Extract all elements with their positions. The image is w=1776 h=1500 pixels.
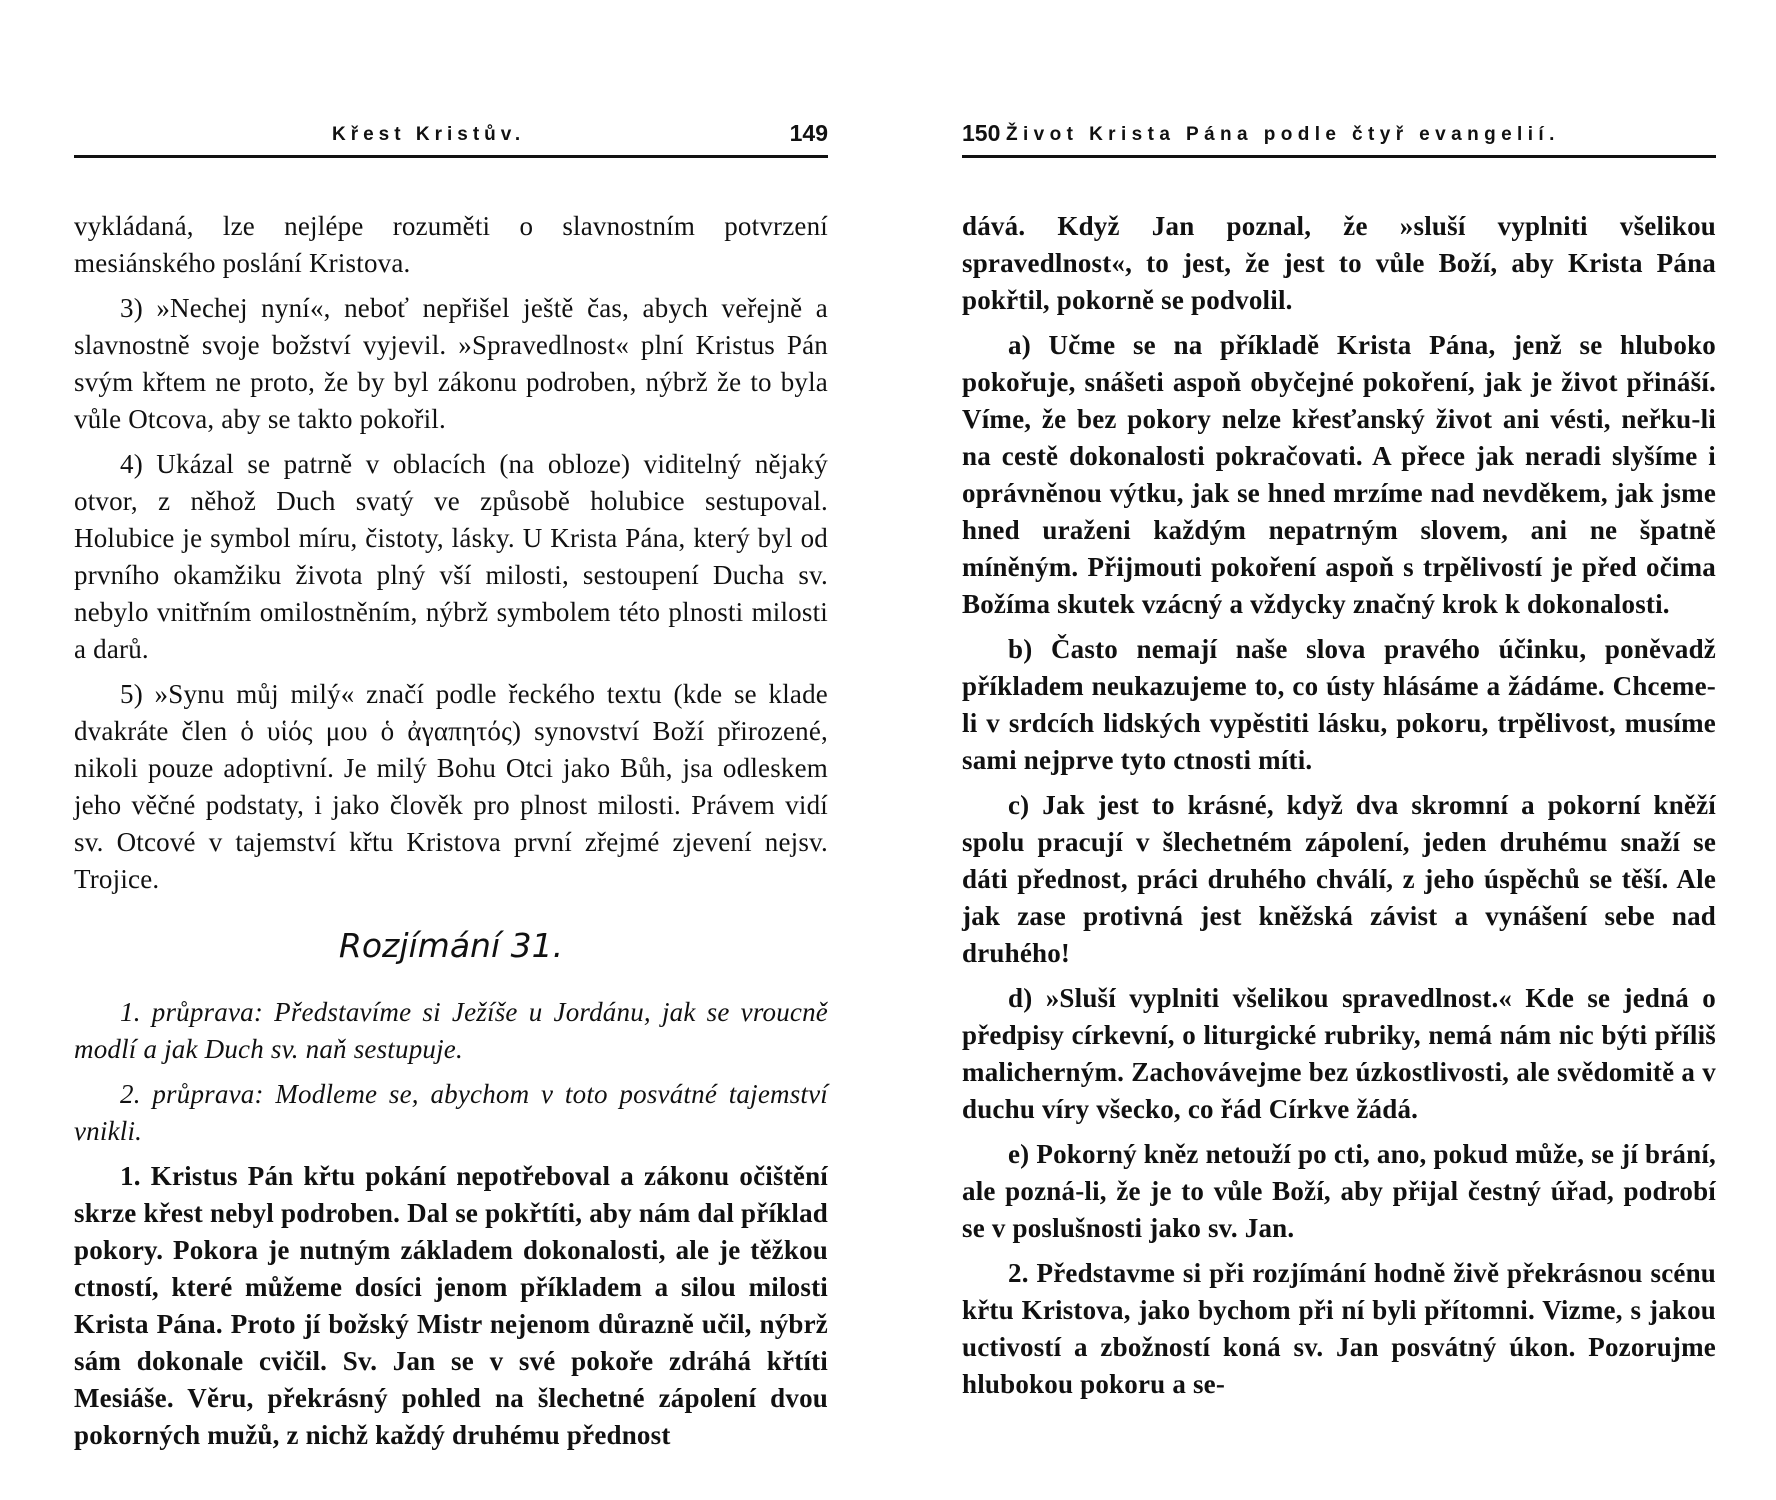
right-header-rule [962,155,1716,158]
left-header-rule [74,155,828,158]
left-paragraph-3: 3) »Nechej nyní«, neboť nepřišel ještě čas, abych veřejně a slavnostně svoje božství vyjevil. »Spravedlnost« plní Kristus Pán svým křtem ne proto, že by byl zákonu podroben, nýbrž že to byla vůle Otcova, aby se takto pokořil. [74,293,828,434]
right-running-head [962,120,1716,154]
right-paragraph-e: e) Pokorný kněz netouží po cti, ano, pokud může, se jí brání, ale pozná-li, že je to vůle Boží, aby přijal čestný úřad, podrobí se v poslušnosti jako sv. Jan. [962,1139,1716,1243]
preparation-2: 2. průprava: Modleme se, abychom v toto posvátné tajemství vnikli. [74,1079,828,1146]
meditation-heading: Rozjímání 31. [338,926,564,965]
right-paragraph-c: c) Jak jest to krásné, když dva skromní a pokorní kněží spolu pracují v šlechetném zápolení, jeden druhému snaží se dáti přednost, práci druhého chválí, z jeho úspěchů se těší. Ale jak zase protivná jest kněžská závist a vynášení sebe nad druhého! [962,790,1716,968]
right-paragraph-a: a) Učme se na příkladě Krista Pána, jenž se hluboko pokořuje, snášeti aspoň obyčejné pokoření, jak je život přináší. Víme, že bez pokory nelze křesťanský život ani vésti, neřku-li na cestě dokonalosti pokračovati. A přece jak neradi slyšíme i oprávněnou výtku, jak se hned mrzíme nad nevděkem, jak jsme hned uraženi každým nepatrným slovem, ani ne špatně míněným. Přijmouti pokoření aspoň s trpělivostí je před očima Božíma skutek vzácný a vždycky značný krok k dokonalosti. [962,330,1716,619]
right-paragraph-d: d) »Sluší vyplniti všelikou spravedlnost.« Kde se jedná o předpisy církevní, o liturgické rubriky, nemá nám nic býti příliš malicherným. Zachovávejme bez úzkostlivosti, ale svědomitě a v duchu víry všecko, co řád Církve žádá. [962,983,1716,1124]
right-running-head-title: Život Krista Pána podle čtyř evangelií. [1006,124,1560,145]
left-page [74,0,828,1500]
meditation-point-1: 1. Kristus Pán křtu pokání nepotřeboval a zákonu očištění skrze křest nebyl podroben. Dal se pokřtíti, aby nám dal příklad pokory. Pokora je nutným základem dokonalosti, ale je těžkou ctností, které můžeme dosíci jenom příkladem a silou milosti Krista Pána. Proto jí božský Mistr nejenom důrazně učil, nýbrž sám dokonale cvičil. Sv. Jan se v své pokoře zdráhá křtíti Mesiáše. Věru, překrásný pohled na šlechetné zápolení dvou pokorných mužů, z nichž každý druhému přednost [74,1161,828,1450]
left-paragraph-5: 5) »Synu můj milý« značí podle řeckého textu (kde se klade dvakráte člen ὁ υἱός μου ὁ ἀγαπητός) synovství Boží přirozené, nikoli pouze adoptivní. Je milý Bohu Otci jako Bůh, jsa odleskem jeho věčné podstaty, i jako člověk pro plnost milosti. Právem vidí sv. Otcové v tajemství křtu Kristova první zřejmé zjevení nejsv. Trojice. [74,679,828,894]
right-paragraph-2: 2. Představme si při rozjímání hodně živě překrásnou scénu křtu Kristova, jako bychom při ní byli přítomni. Vizme, s jakou uctivostí a zbožností koná sv. Jan posvátný úkon. Pozorujme hlubokou pokoru a se- [962,1258,1716,1399]
right-page [962,0,1716,1500]
left-text-block [74,208,828,1462]
left-paragraph-4: 4) Ukázal se patrně v oblacích (na obloze) viditelný nějaký otvor, z něhož Duch svatý ve způsobě holubice sestupoval. Holubice je symbol míru, čistoty, lásky. U Krista Pána, který byl od prvního okamžiku života plný vší milosti, sestoupení Ducha sv. nebylo vnitřním omilostněním, nýbrž symbolem této plnosti milosti a darů. [74,449,828,664]
right-page-number: 150 [962,120,1001,146]
right-text-block [962,208,1716,1411]
right-paragraph-continuation: dává. Když Jan poznal, že »sluší vyplniti všelikou spravedlnost«, to jest, že jest to vůle Boží, aby Krista Pána pokřtil, pokorně se podvolil. [962,211,1716,315]
left-running-head [74,120,828,154]
left-running-head-title: Křest Kristův. [332,124,526,145]
preparation-1: 1. průprava: Představíme si Ježíše u Jordánu, jak se vroucně modlí a jak Duch sv. naň sestupuje. [74,997,828,1064]
left-page-number: 149 [789,120,828,146]
left-paragraph-continuation: vykládaná, lze nejlépe rozuměti o slavnostním potvrzení mesiánského poslání Kristova. [74,211,828,278]
right-paragraph-b: b) Často nemají naše slova pravého účinku, poněvadž příkladem neukazujeme to, co ústy hlásáme a žádáme. Chceme-li v srdcích lidských vypěstiti lásku, pokoru, trpělivost, musíme sami nejprve tyto ctnosti míti. [962,634,1716,775]
